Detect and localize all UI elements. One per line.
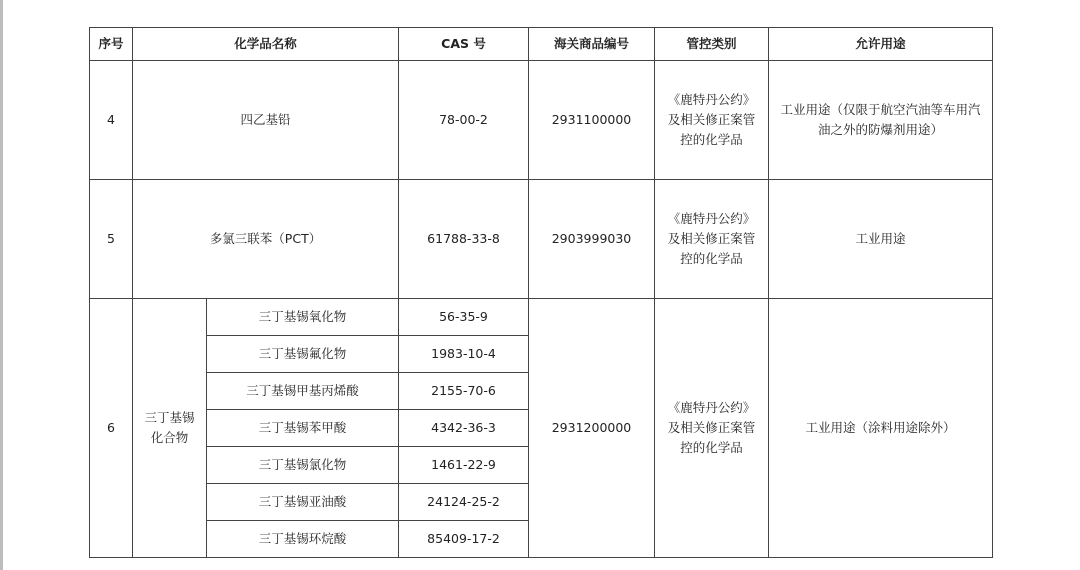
sub-cas-number: 56-35-9 <box>399 299 529 336</box>
allowed-use <box>769 180 993 299</box>
group-line: 三丁基锡 <box>144 410 195 425</box>
sub-cas-number: 4342-36-3 <box>399 410 529 447</box>
table-row <box>90 61 993 180</box>
sub-cas-number: 1461-22-9 <box>399 447 529 484</box>
sub-chemical-name: 三丁基锡氧化物 <box>207 299 399 336</box>
control-line: 控的化学品 <box>680 132 743 147</box>
sub-chemical-name: 三丁基锡甲基丙烯酸 <box>207 373 399 410</box>
header-no: 序号 <box>90 28 133 61</box>
use-line: 工业用途 <box>855 231 906 246</box>
control-line: 及相关修正案管 <box>667 420 756 435</box>
allowed-use <box>769 299 993 558</box>
control-line: 及相关修正案管 <box>667 231 756 246</box>
hs-code: 2903999030 <box>529 180 655 299</box>
chemical-control-table <box>89 27 993 558</box>
table-row <box>90 180 993 299</box>
header-control-category: 管控类别 <box>655 28 769 61</box>
group-line: 化合物 <box>150 430 189 445</box>
sub-chemical-name: 三丁基锡环烷酸 <box>207 521 399 558</box>
row-no: 4 <box>90 61 133 180</box>
allowed-use <box>769 61 993 180</box>
sub-cas-number: 2155-70-6 <box>399 373 529 410</box>
control-line: 《鹿特丹公约》 <box>667 400 756 415</box>
control-line: 《鹿特丹公约》 <box>667 211 756 226</box>
sub-chemical-name: 三丁基锡苯甲酸 <box>207 410 399 447</box>
control-line: 控的化学品 <box>680 440 743 455</box>
row-no: 5 <box>90 180 133 299</box>
cas-number: 61788-33-8 <box>399 180 529 299</box>
control-category <box>655 299 769 558</box>
header-allowed-use: 允许用途 <box>769 28 993 61</box>
sub-cas-number: 24124-25-2 <box>399 484 529 521</box>
chemical-name: 四乙基铅 <box>133 61 399 180</box>
chemical-name: 多氯三联苯（PCT） <box>133 180 399 299</box>
row-no: 6 <box>90 299 133 558</box>
table-row <box>90 299 993 336</box>
sub-chemical-name: 三丁基锡亚油酸 <box>207 484 399 521</box>
header-hs-code: 海关商品编号 <box>529 28 655 61</box>
use-line: 油之外的防爆剂用途） <box>817 122 943 137</box>
header-name: 化学品名称 <box>133 28 399 61</box>
control-line: 《鹿特丹公约》 <box>667 92 756 107</box>
sub-cas-number: 1983-10-4 <box>399 336 529 373</box>
control-category <box>655 180 769 299</box>
hs-code: 2931100000 <box>529 61 655 180</box>
sub-chemical-name: 三丁基锡氯化物 <box>207 447 399 484</box>
cas-number: 78-00-2 <box>399 61 529 180</box>
sub-chemical-name: 三丁基锡氟化物 <box>207 336 399 373</box>
control-category <box>655 61 769 180</box>
table-header-row <box>90 28 993 61</box>
control-line: 控的化学品 <box>680 251 743 266</box>
header-cas: CAS 号 <box>399 28 529 61</box>
hs-code: 2931200000 <box>529 299 655 558</box>
use-line: 工业用途（仅限于航空汽油等车用汽 <box>780 102 981 117</box>
sub-cas-number: 85409-17-2 <box>399 521 529 558</box>
control-line: 及相关修正案管 <box>667 112 756 127</box>
page-left-edge <box>0 0 3 570</box>
chemical-group-name <box>133 299 207 558</box>
use-line: 工业用途（涂料用途除外） <box>805 420 956 435</box>
